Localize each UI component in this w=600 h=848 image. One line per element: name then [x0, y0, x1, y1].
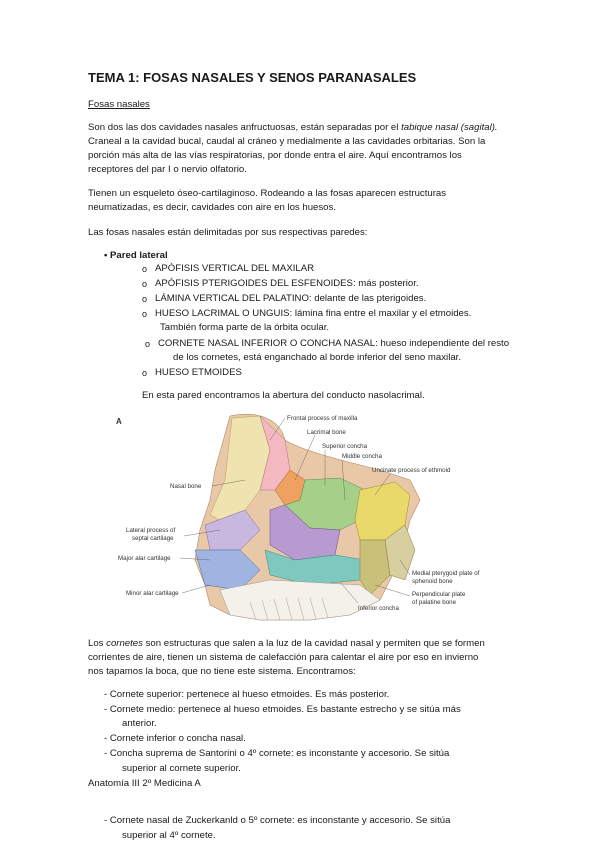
label-minor-alar: Minor alar cartilage — [126, 590, 179, 597]
paragraph-line: Tienen un esqueleto óseo-cartilaginoso. Rodeando a las fosas aparecen estructuras — [88, 188, 447, 199]
section-heading: Fosas nasales — [88, 99, 150, 110]
list-item: - Cornete medio: pertenece al hueso etmoides. Es bastante estrecho y se sitúa más — [104, 704, 461, 715]
page-title: TEMA 1: FOSAS NASALES Y SENOS PARANASALES — [88, 70, 417, 85]
list-item-continued: También forma parte de la órbita ocular. — [160, 322, 330, 333]
list-item: - Cornete inferior o concha nasal. — [104, 733, 246, 744]
page-footer: Anatomía III 2º Medicina A — [88, 778, 201, 789]
list-bullet: o — [142, 368, 148, 378]
text-run: Los — [88, 638, 107, 649]
paragraph-line: Las fosas nasales están delimitadas por sus respectivas paredes: — [88, 227, 368, 238]
paragraph-line: receptores del par I o nervio olfatorio. — [88, 164, 247, 175]
paragraph-line: corrientes de aire, tienen un sistema de calefacción para calentar el aire por eso en invierno — [88, 652, 479, 663]
list-item-continued: de los cornetes, está enganchado al borde inferior del seno maxilar. — [173, 352, 461, 363]
label-nasal-bone: Nasal bone — [170, 483, 202, 490]
label-inferior-concha: Inferior concha — [358, 605, 399, 612]
paragraph-line — [88, 637, 485, 651]
text-run: Son dos las dos cavidades nasales anfructuosas, están separadas por el — [88, 122, 402, 133]
list-item: - Concha suprema de Santorini o 4º cornete: es inconstante y accesorio. Se sitúa — [104, 748, 450, 759]
label-frontal-process: Frontal process of maxilla — [287, 415, 358, 422]
list-bullet: o — [142, 309, 148, 319]
list-bullet: o — [142, 264, 148, 274]
list-bullet: o — [142, 279, 148, 289]
emphasis-text: tabique nasal (sagital). — [401, 122, 498, 133]
paragraph-line: neumatizadas, es decir, cavidades con aire en los huesos. — [88, 202, 336, 213]
list-bullet: o — [142, 294, 148, 304]
emphasis-text: cornetes — [106, 638, 143, 649]
label-major-alar: Major alar cartilage — [118, 555, 171, 562]
nasal-cavity-figure — [110, 410, 480, 630]
label-lacrimal-bone: Lacrimal bone — [307, 429, 346, 436]
list-item: APÓFISIS PTERIGOIDES DEL ESFENOIDES: más posterior. — [155, 278, 419, 289]
wall-note: En esta pared encontramos la abertura del conducto nasolacrimal. — [142, 390, 425, 401]
list-item: - Cornete superior: pertenece al hueso etmoides. Es más posterior. — [104, 689, 390, 700]
paragraph-line: Craneal a la cavidad bucal, caudal al cráneo y medialmente a las cavidades orbitarias. Son la — [88, 136, 486, 147]
text-run: son estructuras que salen a la luz de la cavidad nasal y permiten que se formen — [142, 638, 485, 649]
paragraph-line: porción más alta de las vías respiratorias, por donde entra el aire. Aquí encontramos los — [88, 150, 462, 161]
list-item: LÁMINA VERTICAL DEL PALATINO: delante de las pterigoides. — [155, 293, 427, 304]
list-item-continued: anterior. — [122, 718, 157, 729]
list-item-continued: superior al 4º cornete. — [122, 830, 216, 841]
paragraph-line — [88, 121, 498, 135]
label-lateral-process-2: septal cartilage — [132, 535, 174, 542]
list-item-continued: superior al cornete superior. — [122, 763, 241, 774]
list-item: HUESO ETMOIDES — [155, 367, 242, 378]
label-medial-pterygoid-2: sphenoid bone — [412, 578, 453, 585]
label-middle-concha: Middle concha — [342, 453, 382, 460]
label-uncinate-process: Uncinate process of ethmoid — [372, 467, 451, 474]
list-item: - Cornete nasal de Zuckerkanld o 5º cornete: es inconstante y accesorio. Se sitúa — [104, 815, 451, 826]
label-perpendicular-2: of palatine bone — [412, 599, 457, 606]
list-item: APÓFISIS VERTICAL DEL MAXILAR — [155, 263, 315, 274]
label-lateral-process-1: Lateral process of — [126, 527, 176, 534]
palate-teeth-shape — [220, 580, 380, 620]
label-perpendicular-1: Perpendicular plate — [412, 591, 466, 598]
list-item: CORNETE NASAL INFERIOR O CONCHA NASAL: hueso independiente del resto — [158, 338, 510, 349]
wall-heading: • Pared lateral — [104, 250, 168, 261]
label-superior-concha: Superior concha — [322, 443, 368, 450]
figure-panel-letter: A — [116, 417, 122, 426]
label-medial-pterygoid-1: Medial pterygoid plate of — [412, 570, 480, 577]
paragraph-line: nos tapamos la boca, que no tiene este sistema. Encontramos: — [88, 666, 356, 677]
list-item: HUESO LACRIMAL O UNGUIS: lámina fina entre el maxilar y el etmoides. — [155, 308, 472, 319]
list-bullet: o — [145, 339, 151, 349]
